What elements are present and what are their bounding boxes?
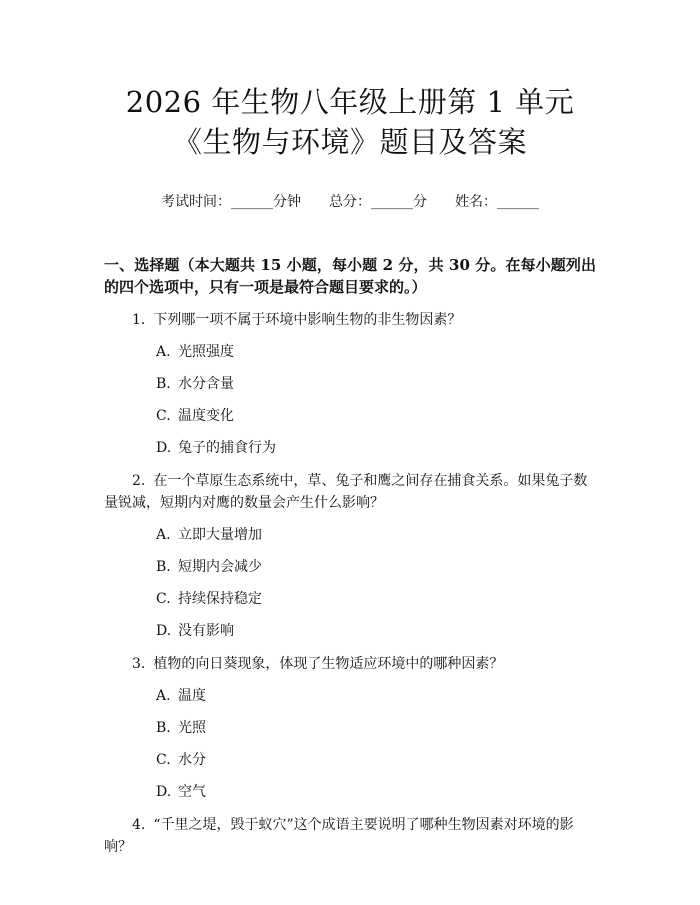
option-label: A. [156, 344, 171, 360]
document-title: 2026 年生物八年级上册第 1 单元《生物与环境》题目及答案 [125, 85, 575, 159]
question-number: 4. [132, 817, 146, 833]
option-text: 立即大量增加 [178, 527, 262, 543]
question-text: 植物的向日葵现象，体现了生物适应环境中的哪种因素？ [153, 656, 504, 672]
option-1a [104, 341, 596, 363]
question-text: 在一个草原生态系统中，草、兔子和鹰之间存在捕食关系。如果兔子数量锐减，短期内对鹰的数量会产生什么影响？ [104, 473, 588, 511]
option-1d [104, 437, 596, 459]
exam-meta-line [104, 192, 596, 212]
option-2d [104, 620, 596, 642]
name-label: 姓名：______ [455, 194, 539, 210]
option-3c [104, 749, 596, 771]
option-1b [104, 373, 596, 395]
option-text: 光照 [178, 720, 206, 736]
option-label: C. [156, 752, 171, 768]
question-text: 下列哪一项不属于环境中影响生物的非生物因素？ [153, 312, 462, 328]
question-4 [104, 814, 596, 858]
option-label: A. [156, 527, 171, 543]
option-text: 空气 [178, 784, 206, 800]
option-text: 没有影响 [178, 623, 234, 639]
option-text: 持续保持稳定 [178, 591, 262, 607]
option-text: 温度变化 [178, 408, 234, 424]
option-text: 兔子的捕食行为 [178, 440, 276, 456]
option-text: 光照强度 [178, 344, 234, 360]
option-label: A. [156, 688, 171, 704]
option-label: B. [156, 720, 171, 736]
option-3b [104, 717, 596, 739]
option-label: C. [156, 408, 171, 424]
question-1 [104, 309, 596, 331]
option-label: D. [156, 440, 172, 456]
option-text: 水分含量 [178, 376, 234, 392]
option-1c [104, 405, 596, 427]
question-3 [104, 653, 596, 675]
option-label: D. [156, 784, 172, 800]
option-text: 温度 [178, 688, 206, 704]
option-2c [104, 588, 596, 610]
option-2a [104, 524, 596, 546]
option-text: 短期内会减少 [178, 559, 262, 575]
question-text: “千里之堤，毁于蚁穴”这个成语主要说明了哪种生物因素对环境的影响？ [104, 817, 574, 855]
option-3d [104, 781, 596, 803]
question-number: 2. [132, 473, 146, 489]
question-2 [104, 470, 596, 514]
question-number: 1. [132, 312, 146, 328]
total-score-label: 总分：______分 [329, 194, 427, 210]
option-label: B. [156, 376, 171, 392]
option-3a [104, 685, 596, 707]
question-number: 3. [132, 656, 146, 672]
option-label: D. [156, 623, 172, 639]
section-heading: 一、选择题（本大题共 15 小题，每小题 2 分，共 30 分。在每小题列出的四个选项中，只有一项是最符合题目要求的。） [104, 256, 596, 296]
option-text: 水分 [178, 752, 206, 768]
option-2b [104, 556, 596, 578]
exam-time-label: 考试时间：______分钟 [161, 194, 301, 210]
option-label: C. [156, 591, 171, 607]
option-label: B. [156, 559, 171, 575]
